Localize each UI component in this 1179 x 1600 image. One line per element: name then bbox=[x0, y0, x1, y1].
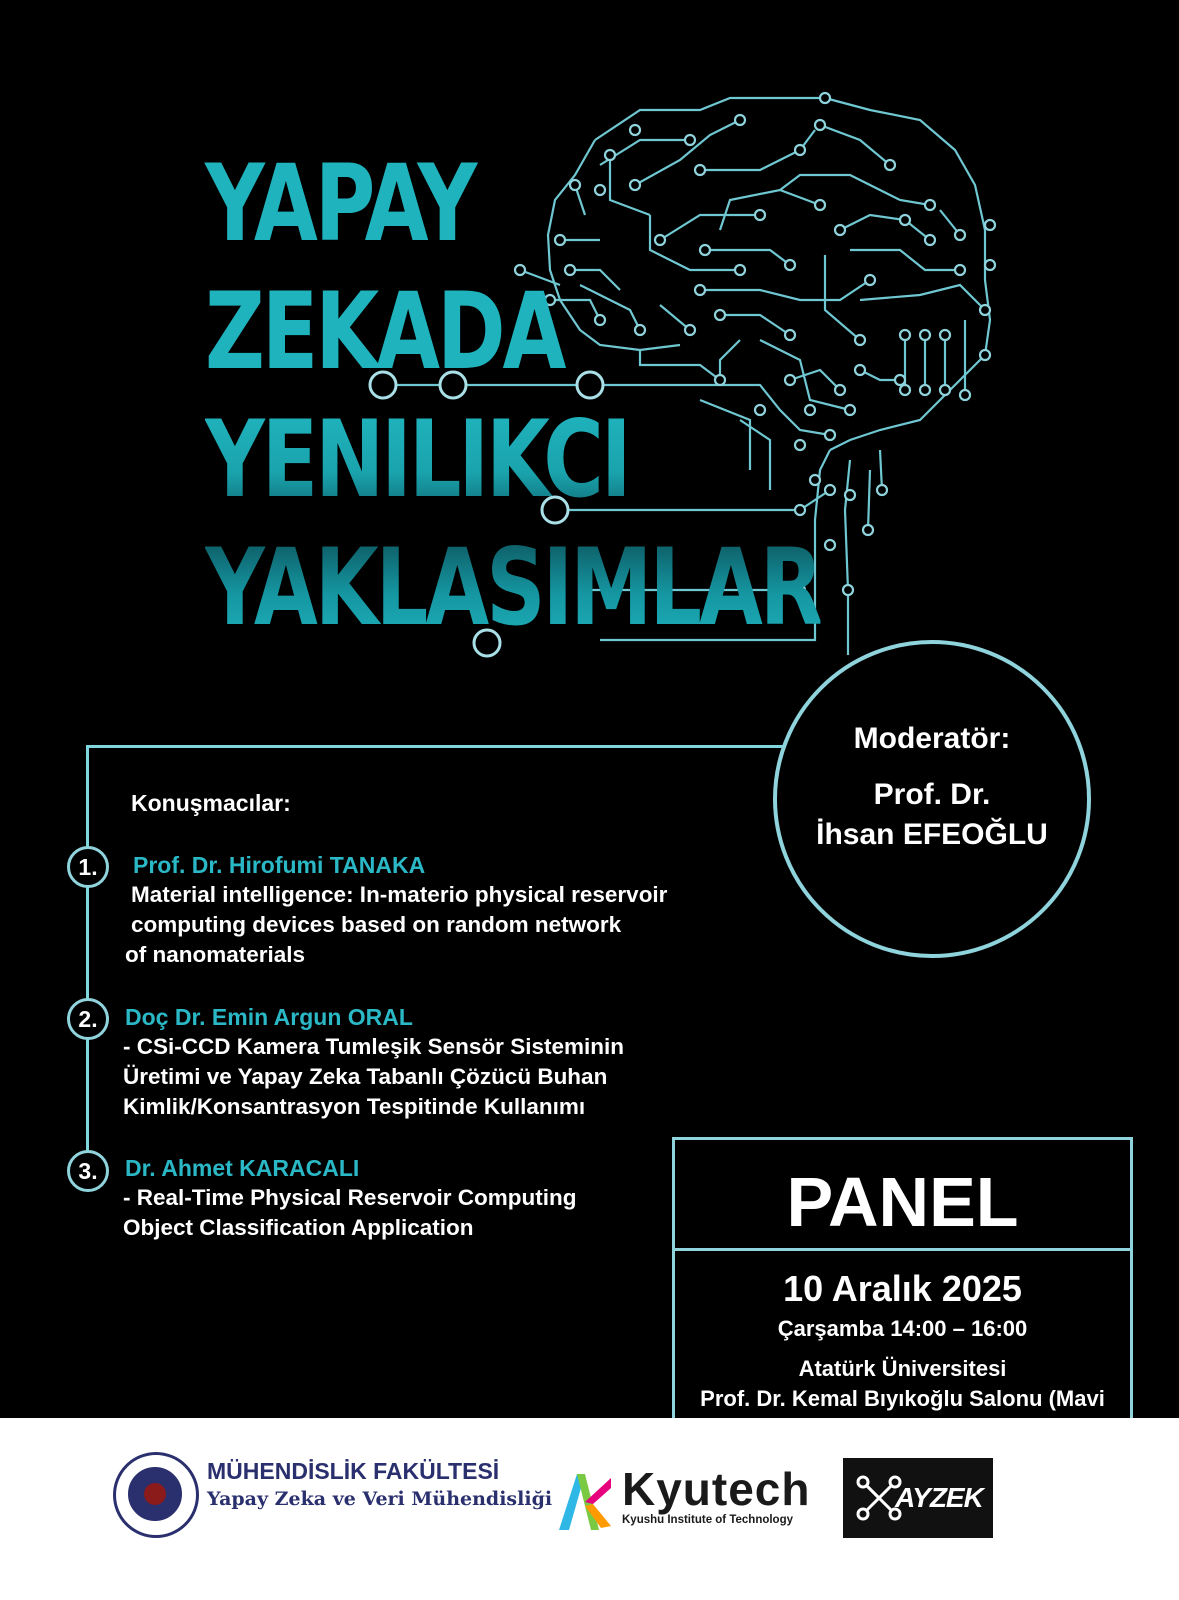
title-line-1: YAPAY bbox=[205, 142, 475, 265]
speakers-heading: Konuşmacılar: bbox=[131, 790, 291, 816]
kyutech-logo-icon bbox=[555, 1470, 615, 1534]
speaker-name-3: Dr. Ahmet KARACALI bbox=[125, 1155, 360, 1181]
speaker-number-2: 2. bbox=[67, 998, 109, 1040]
title-line-4: YAKLASIMLAR bbox=[205, 524, 820, 652]
speaker-name-2: Doç Dr. Emin Argun ORAL bbox=[125, 1004, 413, 1030]
title-line-2: ZEKADA bbox=[205, 270, 564, 393]
frame-top-line bbox=[86, 745, 786, 748]
speaker-topic-2-line-3: Kimlik/Konsantrasyon Tespitinde Kullanımı bbox=[123, 1094, 586, 1119]
speaker-topic-1-line-1: Material intelligence: In-materio physical reservoir bbox=[131, 882, 668, 907]
moderator-label: Moderatör: bbox=[853, 722, 1011, 755]
ayzek-logo bbox=[843, 1458, 993, 1538]
event-title bbox=[205, 140, 820, 652]
panel-divider bbox=[675, 1248, 1130, 1251]
panel-title: PANEL bbox=[786, 1163, 1019, 1241]
panel-date: 10 Aralık 2025 bbox=[783, 1268, 1022, 1309]
speaker-topic-2-line-1: - CSi-CCD Kamera Tumleşik Sensör Sisteminin bbox=[123, 1034, 624, 1059]
panel-venue-line-1: Atatürk Üniversitesi bbox=[798, 1356, 1007, 1381]
speaker-topic-2-line-2: Üretimi ve Yapay Zeka Tabanlı Çözücü Buhan bbox=[123, 1064, 608, 1089]
speaker-topic-1-line-3: of nanomaterials bbox=[125, 942, 306, 967]
faculty-title: MÜHENDİSLİK FAKÜLTESİ bbox=[207, 1458, 500, 1484]
speaker-topic-3-line-2: Object Classification Application bbox=[123, 1215, 474, 1240]
panel-info-box bbox=[672, 1137, 1133, 1446]
speaker-name-1: Prof. Dr. Hirofumi TANAKA bbox=[133, 852, 426, 878]
title-line-3: YENILIKCI bbox=[205, 396, 820, 524]
ataturk-university-seal-icon bbox=[113, 1452, 199, 1538]
kyutech-subtitle: Kyushu Institute of Technology bbox=[622, 1514, 794, 1526]
moderator-name-line-2: İhsan EFEOĞLU bbox=[816, 818, 1048, 851]
ayzek-text: AYZEK bbox=[895, 1482, 983, 1513]
moderator-name bbox=[777, 775, 1087, 855]
panel-time: Çarşamba 14:00 – 16:00 bbox=[777, 1316, 1028, 1341]
kyutech-name: Kyutech bbox=[622, 1463, 811, 1515]
speaker-topic-1-line-2: computing devices based on random network bbox=[131, 912, 622, 937]
speaker-number-1: 1. bbox=[67, 846, 109, 888]
seal-emblem bbox=[128, 1467, 182, 1521]
moderator-name-line-1: Prof. Dr. bbox=[873, 778, 991, 811]
speaker-number-3: 3. bbox=[67, 1150, 109, 1192]
speaker-topic-3-line-1: - Real-Time Physical Reservoir Computing bbox=[123, 1185, 577, 1210]
faculty-subtitle: Yapay Zeka ve Veri Mühendisliği bbox=[207, 1488, 553, 1510]
panel-venue-line-2: Prof. Dr. Kemal Bıyıkoğlu Salonu (Mavi bbox=[700, 1386, 1105, 1411]
frame-left-line bbox=[86, 745, 89, 1190]
